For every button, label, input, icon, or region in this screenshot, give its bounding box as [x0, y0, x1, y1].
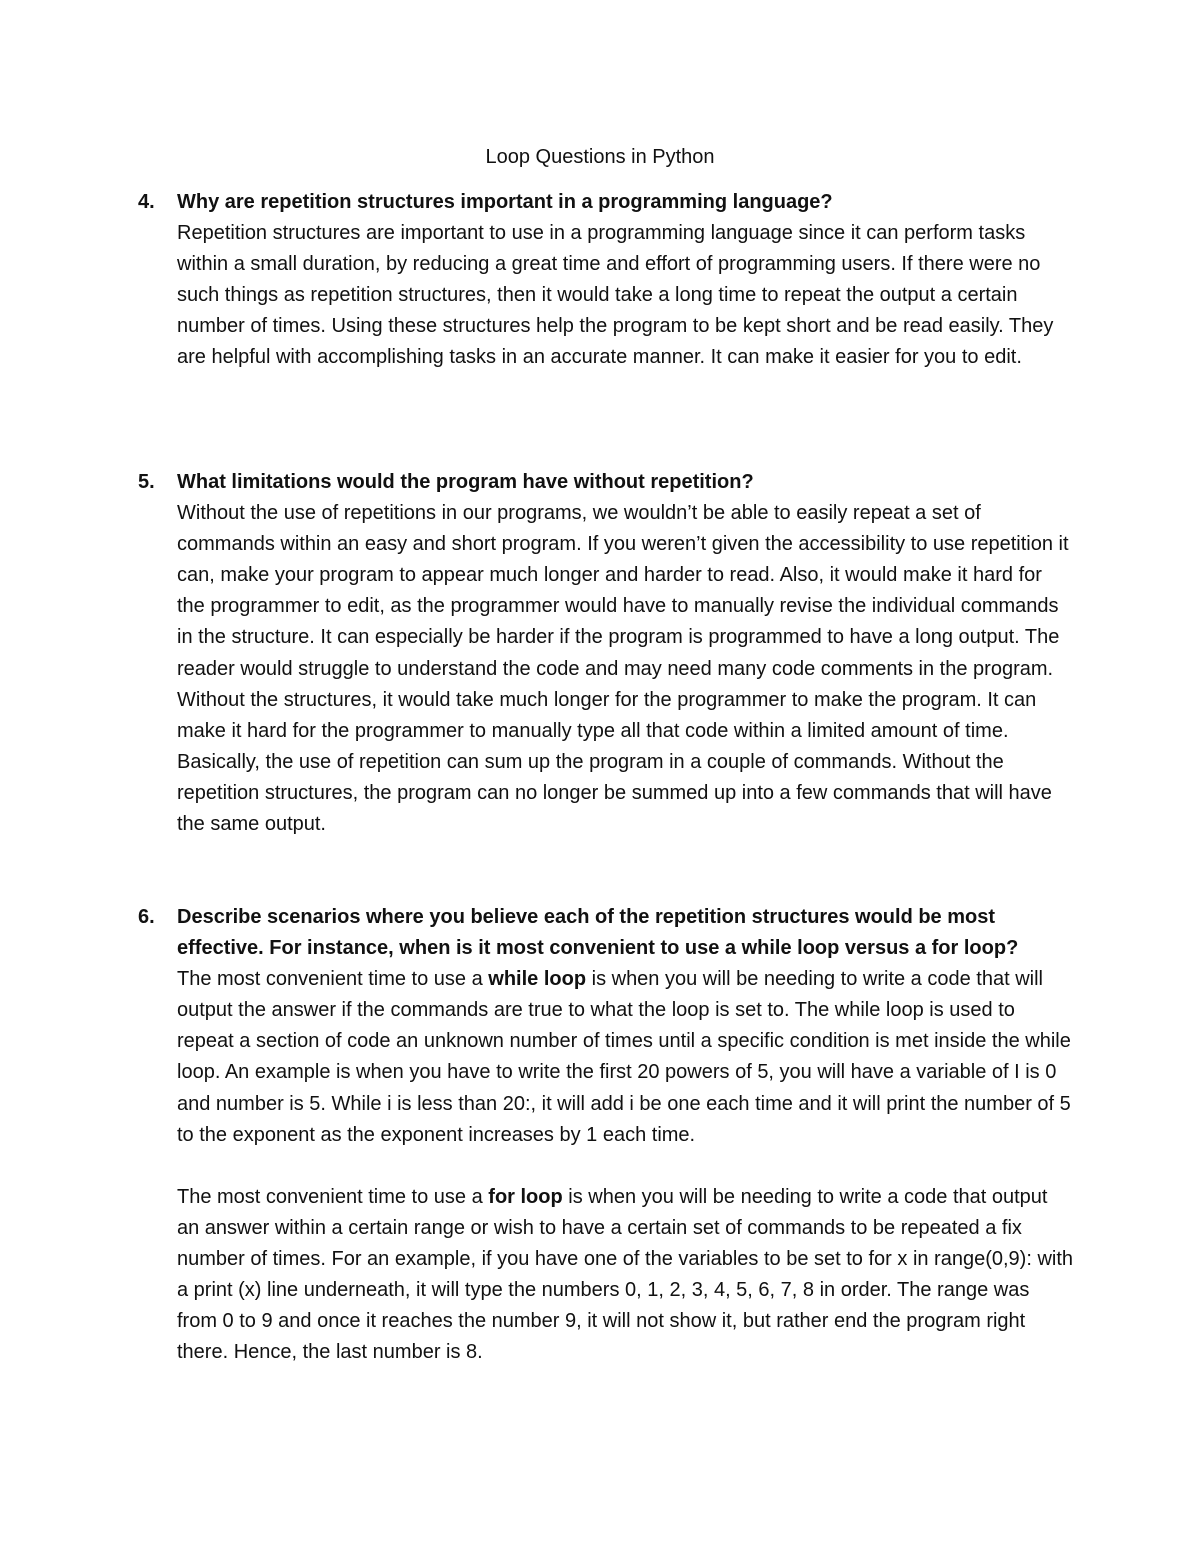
for-para-intro: The most convenient time to use a [177, 1185, 489, 1208]
question-5 [138, 467, 1073, 840]
while-para-intro: The most convenient time to use a [177, 968, 489, 991]
question-heading: Describe scenarios where you believe each of the repetition structures would be most effective. For instance, when is it most convenient to use a while loop versus a for loop? [177, 906, 1019, 960]
for-loop-paragraph [177, 1182, 1073, 1369]
question-6 [138, 902, 1073, 1368]
question-body [177, 902, 1073, 1368]
for-loop-keyword: for loop [488, 1185, 563, 1208]
question-number: 5. [138, 471, 155, 493]
question-4 [138, 187, 1073, 374]
question-body [177, 187, 1073, 374]
question-body [177, 467, 1073, 840]
question-heading: What limitations would the program have without repetition? [177, 471, 754, 493]
document-title: Loop Questions in Python [485, 146, 715, 168]
question-number: 4. [138, 191, 155, 213]
question-number: 6. [138, 906, 155, 928]
answer-paragraph: Repetition structures are important to use in a programming language since it can perform tasks within a small duration, by reducing a great time and effort of programming users. If there were no such things as repetition structures, then it would take a long time to repeat the output a certain number of times. Using these structures help the program to be kept short and be read easily. They are helpful with accomplishing tasks in an accurate manner. It can make it easier for you to edit. [177, 222, 1054, 369]
while-loop-keyword: while loop [488, 968, 587, 991]
while-loop-paragraph [177, 964, 1073, 1151]
question-heading: Why are repetition structures important in a programming language? [177, 191, 833, 213]
answer-paragraph: Without the use of repetitions in our programs, we wouldn’t be able to easily repeat a set of commands within an easy and short program. If you weren’t given the accessibility to use repetition it can, make your program to appear much longer and harder to read. Also, it would make it hard for the programmer to edit, as the programmer would have to manually revise the individual commands in the structure. It can especially be harder if the program is programmed to have a long output. The reader would struggle to understand the code and may need many code comments in the program. Without the structures, it would take much longer for the programmer to make the program. It can make it hard for the programmer to manually type all that code within a limited amount of time. Basically, the use of repetition can sum up the program in a couple of commands. Without the repetition structures, the program can no longer be summed up into a few commands that will have the same output. [177, 502, 1069, 836]
for-para-rest: is when you will be needing to write a code that output an answer within a certain range or wish to have a certain set of commands to be repeated a fix number of times. For an example, if you have one of the variables to be set to for x in range(0,9): with a print (x) line underneath, it will type the numbers 0, 1, 2, 3, 4, 5, 6, 7, 8 in order. The range was from 0 to 9 and once it reaches the number 9, it will not show it, but rather end the program right there. Hence, the last number is 8. [177, 1185, 1074, 1364]
while-para-rest: is when you will be needing to write a code that will output the answer if the commands are true to what the loop is set to. The while loop is used to repeat a section of code an unknown number of times until a specific condition is met inside the while loop. An example is when you have to write the first 20 powers of 5, you will have a variable of I is 0 and number is 5. While i is less than 20:, it will add i be one each time and it will print the number of 5 to the exponent as the exponent increases by 1 each time. [177, 968, 1071, 1146]
paragraph-gap [177, 1151, 1073, 1182]
